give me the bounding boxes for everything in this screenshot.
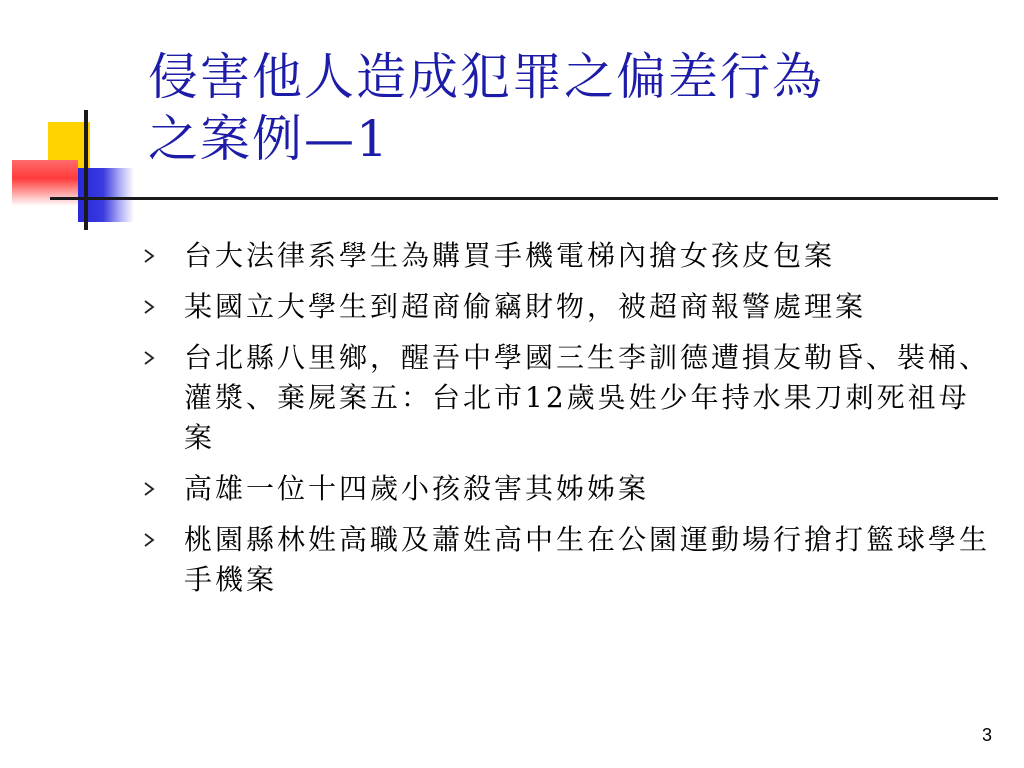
slide-title-line-1: 侵害他人造成犯罪之偏差行為 <box>148 48 824 106</box>
bullet-item <box>140 520 1000 600</box>
bullet-text: 台北縣八里鄉，醒吾中學國三生李訓德遭損友勒昏、裝桶、灌漿、棄屍案五：台北市12歲吳姓少年持水果刀刺死祖母案 <box>184 341 991 454</box>
title-divider-line <box>50 197 998 200</box>
bullet-item <box>140 338 1000 458</box>
bullet-text: 台大法律系學生為購買手機電梯內搶女孩皮包案 <box>184 239 836 272</box>
bullet-text: 桃園縣林姓高職及蕭姓高中生在公園運動場行搶打籃球學生手機案 <box>184 523 991 596</box>
decor-vertical-line <box>84 110 88 230</box>
bullet-item <box>140 287 1000 327</box>
bullet-text: 高雄一位十四歲小孩殺害其姊姊案 <box>184 472 650 505</box>
arrow-right-icon <box>142 249 156 263</box>
arrow-right-icon <box>142 351 156 365</box>
arrow-right-icon <box>142 482 156 496</box>
slide-title-line-2: 之案例—1 <box>148 110 390 168</box>
arrow-right-icon <box>142 300 156 314</box>
bullet-list <box>140 236 1000 611</box>
slide-title <box>148 46 968 170</box>
page-number: 3 <box>981 725 992 745</box>
arrow-right-icon <box>142 533 156 547</box>
bullet-text: 某國立大學生到超商偷竊財物，被超商報警處理案 <box>184 290 867 323</box>
bullet-item <box>140 236 1000 276</box>
bullet-item <box>140 469 1000 509</box>
